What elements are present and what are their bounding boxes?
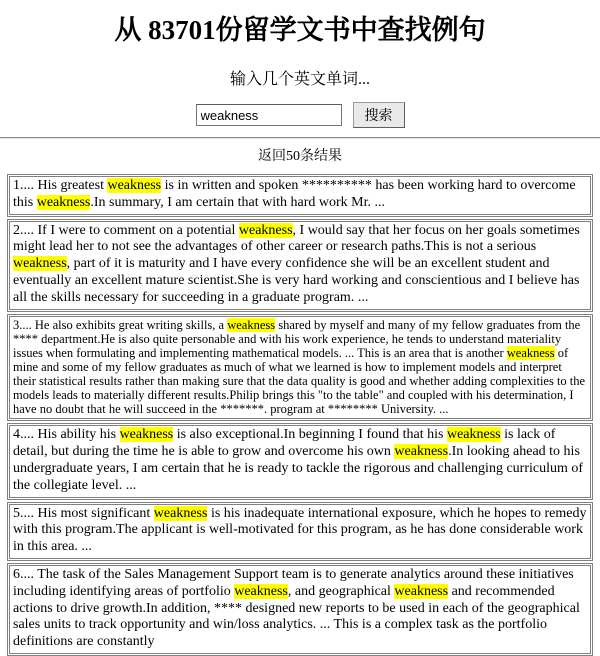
result-text-segment: of mine and some of my fellow graduates as much of what we learned is how to implement models and interpret their statistical results rather than making sure that the data quality is good and whether adding complexities to the models leads to materially different results.Philip brings this "to the table" and coupled with his determination, I have no doubt that he will succeed in the *******. program at ******** University. ... bbox=[13, 345, 586, 417]
result-text bbox=[9, 565, 591, 654]
result-item bbox=[7, 219, 593, 312]
result-text bbox=[9, 221, 591, 310]
result-text-segment: 6.... The task of the Sales Management Support team is to generate analytics around these initiatives including identifying areas of portfolio bbox=[13, 567, 574, 599]
result-item bbox=[7, 174, 593, 217]
highlight-term: weakness bbox=[13, 256, 67, 272]
result-text bbox=[9, 504, 591, 559]
result-text-segment: , and geographical bbox=[287, 583, 395, 599]
highlight-term: weakness bbox=[119, 427, 174, 443]
highlight-term: weakness bbox=[227, 317, 276, 332]
highlight-term: weakness bbox=[153, 505, 208, 521]
results-count: 返回50条结果 bbox=[258, 149, 342, 164]
result-text-segment: .In summary, I am certain that with hard work Mr. ... bbox=[90, 194, 385, 210]
result-text-segment: 1.... His greatest bbox=[13, 178, 108, 193]
header-divider bbox=[0, 137, 600, 139]
highlight-term: weakness bbox=[238, 222, 293, 238]
highlight-term: weakness bbox=[446, 427, 501, 443]
result-item bbox=[7, 502, 593, 561]
result-text-segment: shared by myself and many of my fellow graduates from the **** department.He is also quite personable and with his work experience, he tends to understand materiality issues when formulating and implementing mathematical models. ... This is an area that is another bbox=[13, 317, 581, 360]
result-text-segment: is also exceptional.In beginning I found that his bbox=[173, 427, 447, 443]
result-text-segment: is his inadequate international exposure, which he hopes to remedy with this program.The applicant is well-motivated for this program, as he has done considerable work in this area. ... bbox=[13, 505, 587, 555]
highlight-term: weakness bbox=[107, 178, 162, 193]
search-input[interactable] bbox=[196, 104, 342, 126]
search-form bbox=[0, 102, 600, 128]
result-text bbox=[9, 316, 591, 420]
page-title: 从 83701份留学文书中查找例句 bbox=[114, 15, 486, 45]
result-item bbox=[7, 423, 593, 499]
result-text-segment: and recommended actions to drive growth.In addition, **** designed new reports to be used in each of the geographical sales units to track opportunity and win/loss analytics. ... This is a complex task as the portfolio definitions are constantly bbox=[13, 583, 580, 650]
result-text-segment: is in written and spoken ********** has been working hard to overcome this bbox=[13, 178, 576, 210]
highlight-term: weakness bbox=[506, 345, 555, 360]
highlight-term: weakness bbox=[234, 583, 288, 599]
highlight-term: weakness bbox=[36, 194, 91, 210]
result-text-segment: 4.... His ability his bbox=[13, 427, 120, 443]
result-text-segment: .In looking ahead to his undergraduate years, I am certain that he is ready to tackle the rigorous and challenging curriculum of the collegiate level. ... bbox=[13, 444, 584, 493]
result-text-segment: , I would say that her focus on her goals sometimes might lead her to not see the advantages of other career or research paths.This is not a serious bbox=[13, 222, 580, 255]
result-text-segment: , part of it is maturity and I have every confidence she will be an excellent student and eventually an excellent mature scientist.She is very hard working and conscientious and I believe has all the skills necessary for succeeding in a graduate program. ... bbox=[13, 256, 580, 305]
result-text-segment: 5.... His most significant bbox=[13, 505, 154, 521]
result-text bbox=[9, 176, 591, 215]
result-text-segment: 3.... He also exhibits great writing skills, a bbox=[13, 317, 228, 332]
result-text-segment: 2.... If I were to comment on a potential bbox=[13, 222, 239, 238]
search-button[interactable]: 搜索 bbox=[353, 102, 405, 128]
highlight-term: weakness bbox=[394, 444, 449, 460]
results-list bbox=[7, 174, 593, 656]
result-text bbox=[9, 425, 591, 497]
result-item bbox=[7, 563, 593, 656]
result-item bbox=[7, 314, 593, 422]
result-text-segment: is lack of detail, but during the time he is able to grow and overcome his own bbox=[13, 427, 556, 460]
highlight-term: weakness bbox=[394, 583, 449, 599]
search-hint: 输入几个英文单词... bbox=[229, 71, 370, 88]
